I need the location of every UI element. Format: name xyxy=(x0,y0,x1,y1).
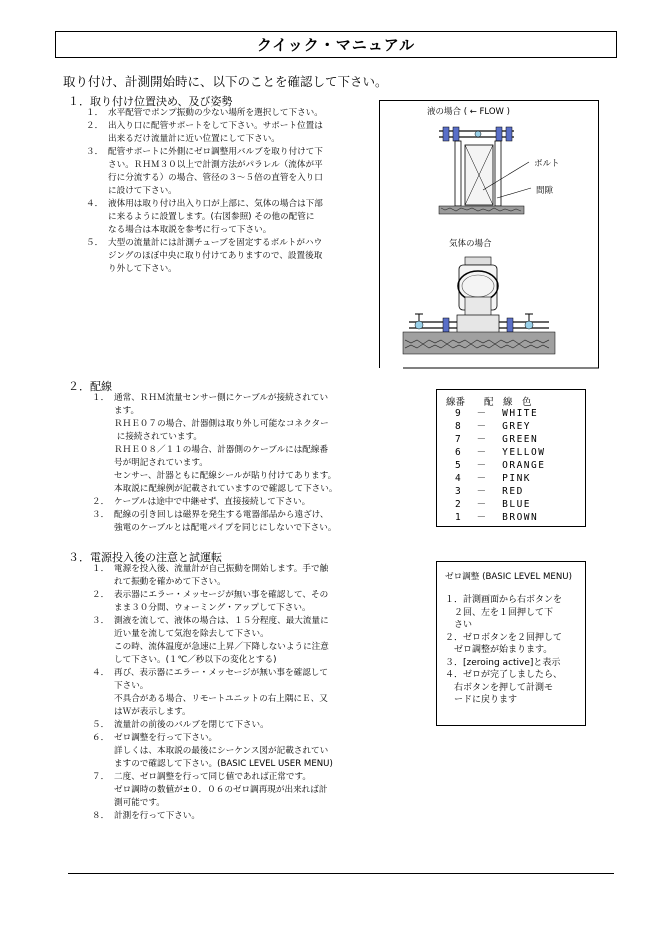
list-item-number: ４． xyxy=(92,668,110,678)
zero-box-lines xyxy=(445,594,562,707)
wire-row: 8 － GREY xyxy=(455,421,532,432)
text-line: 行に分流する）の場合、管径の３～５倍の直管を入り口 xyxy=(108,173,323,183)
zero-box-title: ゼロ調整 (BASIC LEVEL MENU) xyxy=(445,572,572,582)
zero-step-line: ２回、左を１回押して下 xyxy=(445,607,554,618)
list-item-number: １． xyxy=(92,564,110,574)
list-item-body xyxy=(108,120,323,146)
wire-number: 9 xyxy=(455,408,463,419)
wire-number: 1 xyxy=(455,512,463,523)
text-line: り外して下さい。 xyxy=(108,264,177,274)
text-line: 表示器にエラー・メッセージが無い事を確認して、その xyxy=(114,590,329,600)
list-item-number: ６． xyxy=(92,733,110,743)
text-line: 再び、表示器にエラー・メッセージが無い事を確認して xyxy=(114,668,328,678)
text-line: 下さい。 xyxy=(114,681,149,691)
zero-step-line: 右ボタンを押して計測モ xyxy=(445,682,554,693)
list-item-number: ５． xyxy=(86,238,104,248)
text-line: ＲＨＥ０７の場合、計器側は取り外し可能なコネクター xyxy=(114,419,329,429)
text-line: 号が明記されています。 xyxy=(114,458,208,468)
list-item xyxy=(92,509,337,535)
list-item xyxy=(92,667,333,719)
zero-adjust-box xyxy=(436,561,586,726)
list-item-number: ２． xyxy=(92,497,110,507)
list-item-body xyxy=(114,509,336,535)
wire-color-table xyxy=(436,389,586,527)
zero-step-line: さい xyxy=(445,620,473,630)
text-line: 測液を流して、液体の場合は、１５分程度、最大流量に xyxy=(114,616,329,626)
text-line: に来るように設置します。(右図参照) その他の配管に xyxy=(108,212,315,222)
list-item xyxy=(92,810,333,823)
wire-color: PINK xyxy=(502,473,532,484)
list-item-number: ８． xyxy=(92,811,110,821)
bolt-label: ボルト xyxy=(534,159,560,169)
text-line: 電源を投入後、流量計が自己振動を開始します。手で触 xyxy=(114,564,329,574)
wire-number: 8 xyxy=(455,421,463,432)
text-line: 本取説に配線例が記載されていますので確認して下さい。 xyxy=(114,484,338,494)
text-line: 詳しくは、本取説の最後にシーケンス図が記載されてい xyxy=(114,746,329,756)
wire-row: 7 － GREEN xyxy=(455,434,539,445)
text-line: 配線の引き回しは磁界を発生する電器部品から遠ざけ、 xyxy=(114,510,329,520)
list-item-body xyxy=(114,563,328,589)
list-item-body xyxy=(114,667,328,719)
wire-number: 4 xyxy=(455,473,463,484)
zero-step-line: １．計測画面から右ボタンを xyxy=(445,595,563,605)
list-item-body xyxy=(114,732,333,771)
list-item-body xyxy=(114,392,337,496)
list-item-number: ３． xyxy=(92,510,110,520)
list-item-number: ５． xyxy=(92,720,110,730)
text-line: なる場合は本取説を参考に行って下さい。 xyxy=(108,225,272,235)
text-line: 測可能です。 xyxy=(114,798,165,808)
text-line: この時、流体温度が急速に上昇／下降しないように注意 xyxy=(114,642,329,652)
wire-number: 6 xyxy=(455,447,463,458)
list-item-body xyxy=(108,198,323,237)
installation-diagram xyxy=(379,100,599,370)
text-line: に設けて下さい。 xyxy=(108,186,177,196)
zero-step-line: ードに戻ります xyxy=(445,695,518,705)
text-line: ジングのほぼ中央に取り付けてありますので、設置後取 xyxy=(108,251,323,261)
text-line: 強電のケーブルとは配電パイプを同じにしないで下さい。 xyxy=(114,523,337,533)
text-line: れて振動を確かめて下さい。 xyxy=(114,577,226,587)
text-line: センサー、計器ともに配線シールが貼り付けてあります。 xyxy=(114,471,337,481)
text-line: 不具合がある場合、リモートユニットの右上隅にＥ、又 xyxy=(114,694,328,704)
list-item xyxy=(92,563,333,589)
list-item-body xyxy=(114,615,329,667)
text-line: 通常、ＲＨＭ流量センサー側にケーブルが接続されてい xyxy=(114,393,329,403)
gap-label: 間隙 xyxy=(536,186,554,196)
list-item xyxy=(86,120,323,146)
text-line: まま３０分間、ウォーミング・アップして下さい。 xyxy=(114,603,311,613)
list-item xyxy=(92,719,333,732)
zero-step-line: ４．ゼロが完了しましたら、 xyxy=(445,670,563,680)
list-item-number: ３． xyxy=(86,147,104,157)
wire-number: 7 xyxy=(455,434,463,445)
wire-color: YELLOW xyxy=(502,447,546,458)
wire-color: RED xyxy=(502,486,524,497)
text-line: ＲＨＥ０８／１１の場合、計器側のケーブルには配線番 xyxy=(114,445,329,455)
list-item-body xyxy=(114,496,310,509)
list-item xyxy=(92,771,333,810)
gas-case-label: 気体の場合 xyxy=(449,239,492,249)
list-item-number: ７． xyxy=(92,772,110,782)
list-item-body xyxy=(114,589,328,615)
section-heading-1: １．取り付け位置決め、及び姿勢 xyxy=(68,95,233,108)
list-item-body xyxy=(108,107,323,120)
wire-color: BLUE xyxy=(502,499,532,510)
page-title-text: クイック・マニュアル xyxy=(256,36,416,54)
section-list-3 xyxy=(92,563,333,823)
text-line: 出来るだけ流量計に近い位置にして下さい。 xyxy=(108,134,280,144)
text-line: 計測を行って下さい。 xyxy=(114,811,200,821)
list-item xyxy=(86,237,323,276)
text-line: 近い量を流して気泡を除去して下さい。 xyxy=(114,629,269,639)
list-item xyxy=(92,496,337,509)
wire-row: 6 － YELLOW xyxy=(455,447,546,458)
section-list-2 xyxy=(92,392,337,535)
wire-number: 3 xyxy=(455,486,463,497)
text-line: ますので確認して下さい。(BASIC LEVEL USER MENU) xyxy=(114,759,333,769)
wire-rows xyxy=(455,407,545,524)
wire-color: BROWN xyxy=(502,512,539,523)
list-item-body xyxy=(114,719,269,732)
list-item-number: ３． xyxy=(92,616,110,626)
wire-row: 9 － WHITE xyxy=(455,408,539,419)
section-heading-2: ２．配線 xyxy=(68,380,112,393)
section-list-1 xyxy=(86,107,323,276)
list-item xyxy=(86,107,323,120)
list-item xyxy=(86,198,323,237)
list-item-body xyxy=(114,810,200,823)
list-item-body xyxy=(114,771,327,810)
wire-table-header: 線番 配 線 色 xyxy=(446,397,532,408)
wire-number: 2 xyxy=(455,499,463,510)
footer-divider xyxy=(68,873,614,874)
text-line: に接続されています。 xyxy=(114,432,202,442)
installation-figure xyxy=(379,100,599,370)
liquid-case-label: 液の場合 ( ← FLOW ) xyxy=(427,107,510,117)
text-line: ます。 xyxy=(114,406,140,416)
text-line: ゼロ調時の数値が±０．０６のゼロ調再現が出来れば計 xyxy=(114,785,328,795)
wire-number: 5 xyxy=(455,460,463,471)
zero-step-line: ゼロ調整が始まります。 xyxy=(445,645,553,655)
intro-text: 取り付け、計測開始時に、以下のことを確認して下さい。 xyxy=(63,74,388,89)
zero-step-line: ２．ゼロボタンを２回押して xyxy=(445,632,563,643)
wire-row: 2 － BLUE xyxy=(455,499,532,510)
list-item-number: ４． xyxy=(86,199,104,209)
list-item-number: １． xyxy=(86,108,104,118)
list-item-body xyxy=(108,146,323,198)
text-line: して下さい。(１℃／秒以下の変化とする) xyxy=(114,655,277,665)
list-item xyxy=(86,146,323,198)
text-line: 大型の流量計には計測チューブを固定するボルトがハウ xyxy=(108,238,323,248)
wire-color: GREY xyxy=(502,421,532,432)
zero-step-line: ３．[zeroing active]と表示 xyxy=(445,657,561,668)
text-line: ケーブルは途中で中継せず、直接接続して下さい。 xyxy=(114,497,311,507)
text-line: 液体用は取り付け出入り口が上部に、気体の場合は下部 xyxy=(108,199,323,209)
list-item-body xyxy=(108,237,322,276)
list-item-number: １． xyxy=(92,393,110,403)
text-line: 流量計の前後のバルブを閉じて下さい。 xyxy=(114,720,269,730)
list-item xyxy=(92,732,333,771)
section-heading-3: ３．電源投入後の注意と試運転 xyxy=(68,551,222,564)
wire-row: 3 － RED xyxy=(455,486,524,497)
wire-color: GREEN xyxy=(502,434,539,445)
list-item-number: ２． xyxy=(86,121,104,131)
text-line: 配管サポートに外側にゼロ調整用バルブを取り付けて下 xyxy=(108,147,323,157)
list-item-number: ２． xyxy=(92,590,110,600)
page-title xyxy=(55,31,617,58)
text-line: ゼロ調整を行って下さい。 xyxy=(114,733,218,743)
text-line: さい。ＲＨＭ３０以上で計測方法がパラレル（流体が平 xyxy=(108,160,323,170)
wire-row: 1 － BROWN xyxy=(455,512,539,523)
text-line: 二度、ゼロ調整を行って同じ値であれば正常です。 xyxy=(114,772,311,782)
text-line: 出入り口に配管サポートをして下さい。サポート位置は xyxy=(108,121,323,131)
wire-color: ORANGE xyxy=(502,460,546,471)
list-item xyxy=(92,392,337,496)
wire-row: 5 － ORANGE xyxy=(455,460,546,471)
wire-color: WHITE xyxy=(502,408,539,419)
text-line: はＷが表示します。 xyxy=(114,707,191,717)
text-line: 水平配管でポンプ振動の少ない場所を選択して下さい。 xyxy=(108,108,323,118)
wire-row: 4 － PINK xyxy=(455,473,532,484)
list-item xyxy=(92,589,333,615)
list-item xyxy=(92,615,333,667)
